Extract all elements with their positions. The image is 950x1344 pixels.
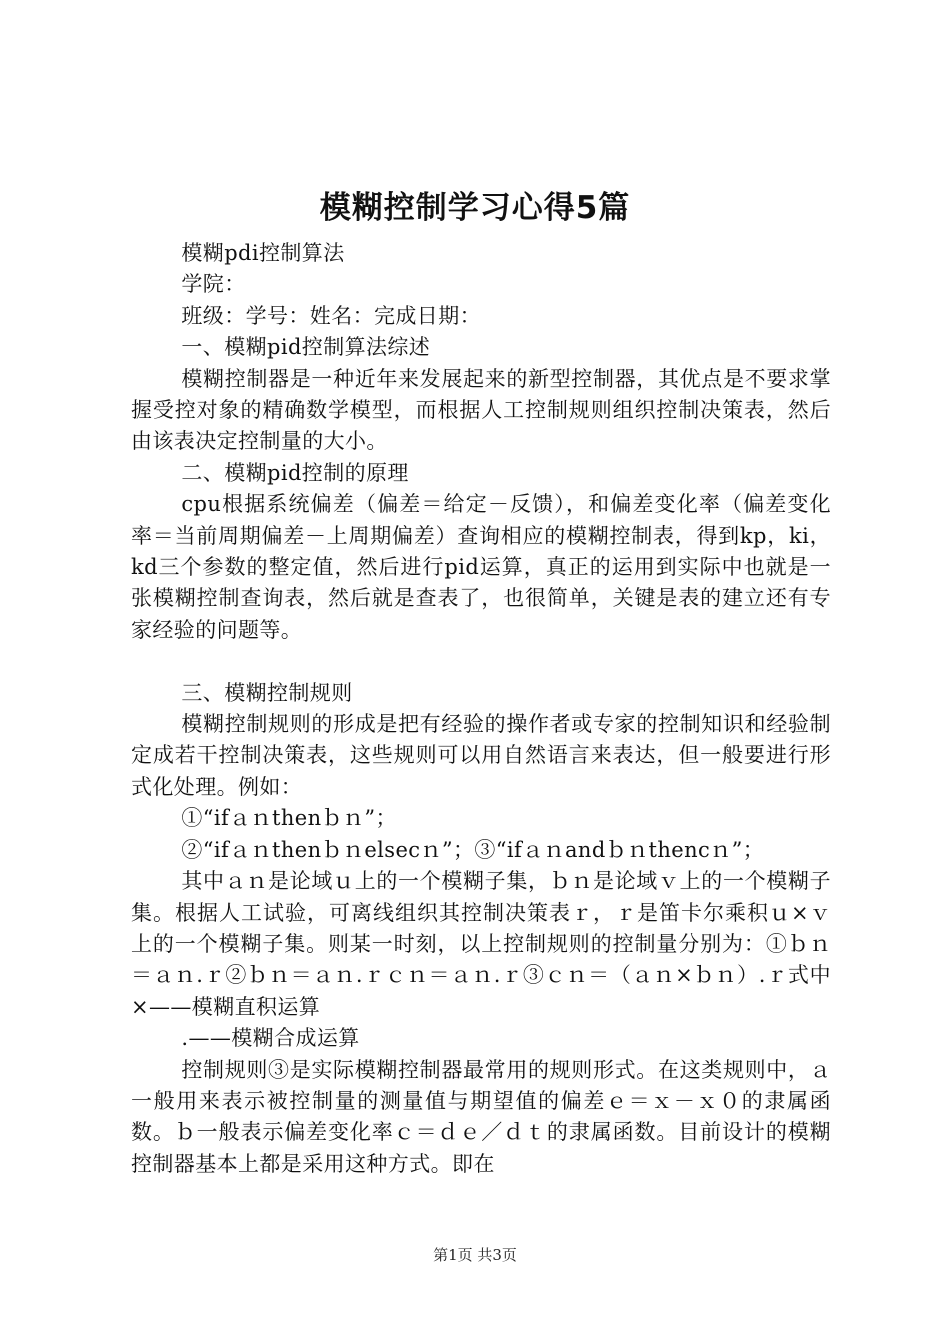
section-heading-3: 三、模糊控制规则 bbox=[181, 680, 353, 705]
paragraph: 模糊控制器是一种近年来发展起来的新型控制器，其优点是不要求掌握受控对象的精确数学模型，而根据人工控制规则组织控制决策表，然后由该表决定控制量的大小。 bbox=[131, 366, 831, 454]
page-footer: 第1页 共3页 bbox=[433, 1246, 517, 1264]
document-title: 模糊控制学习心得5篇 bbox=[319, 190, 631, 226]
rule-example-1: ①“ifａｎthenｂｎ”； bbox=[181, 806, 397, 831]
paragraph: 模糊控制规则的形成是把有经验的操作者或专家的控制知识和经验制定成若干控制决策表，这些规则可以用自然语言来表达，但一般要进行形式化处理。例如： bbox=[131, 712, 831, 799]
paragraph: 控制规则③是实际模糊控制器最常用的规则形式。在这类规则中，ａ一般用来表示被控制量的测量值与期望值的偏差ｅ＝ｘ－ｘ０的隶属函数。ｂ一般表示偏差变化率ｃ＝ｄｅ／ｄｔ的隶属函数。目前设计的模糊控制器基本上都是采用这种方式。即在 bbox=[131, 1057, 831, 1176]
paragraph: .——模糊合成运算 bbox=[181, 1026, 360, 1051]
document-body bbox=[131, 238, 831, 1180]
paragraph: 其中ａｎ是论域ｕ上的一个模糊子集，ｂｎ是论域ｖ上的一个模糊子集。根据人工试验，可离线组织其控制决策表ｒ，ｒ是笛卡尔乘积ｕ×ｖ上的一个模糊子集。则某一时刻，以上控制规则的控制量分别为：①ｂｎ＝ａｎ.ｒ②ｂｎ＝ａｎ.ｒｃｎ＝ａｎ.ｒ③ｃｎ＝（ａｎ×ｂｎ）.ｒ式中×——模糊直积运算 bbox=[131, 869, 831, 1019]
paragraph-college: 学院： bbox=[181, 272, 246, 297]
section-heading-1: 一、模糊pid控制算法综述 bbox=[181, 335, 431, 360]
rule-example-2-3: ②“ifａｎthenｂｎelsecｎ”；③“ifａｎandｂｎthencｎ”； bbox=[181, 837, 765, 862]
blank-line bbox=[131, 646, 831, 677]
paragraph-subtitle: 模糊pdi控制算法 bbox=[181, 241, 345, 265]
paragraph-student-info: 班级：学号：姓名：完成日期： bbox=[181, 303, 481, 328]
section-heading-2: 二、模糊pid控制的原理 bbox=[181, 460, 409, 485]
paragraph: cpu根据系统偏差（偏差＝给定－反馈），和偏差变化率（偏差变化率＝当前周期偏差－上周期偏差）查询相应的模糊控制表，得到kp，ki，kd三个参数的整定值，然后进行pid运算，真正的运用到实际中也就是一张模糊控制查询表，然后就是查表了，也很简单，关键是表的建立还有专家经验的问题等。 bbox=[131, 492, 831, 642]
